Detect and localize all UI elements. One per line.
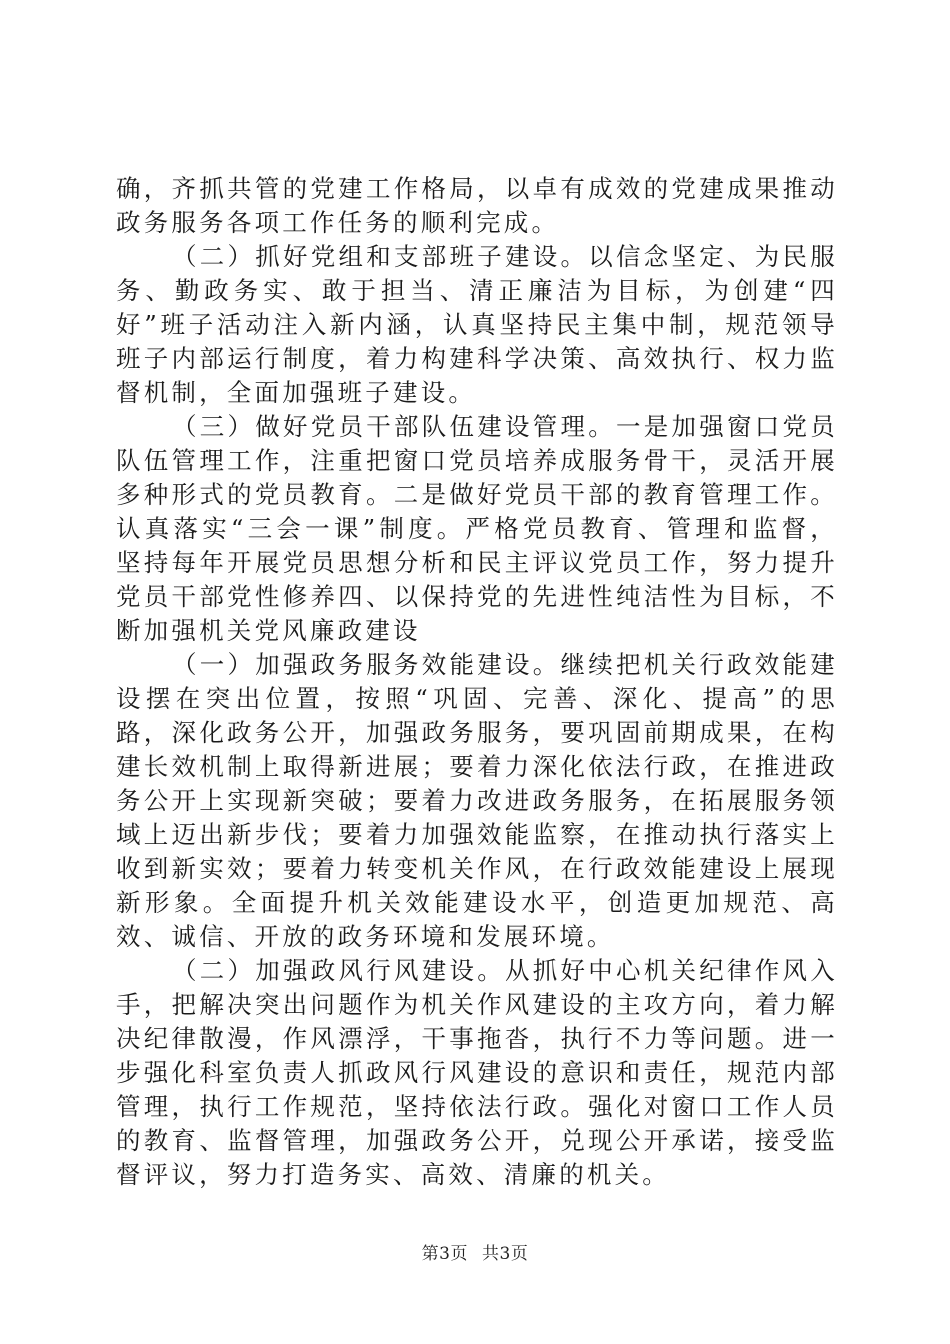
page-total: 共3页 bbox=[482, 1244, 529, 1264]
paragraph-continuation: 确，齐抓共管的党建工作格局，以卓有成效的党建成果推动政务服务各项工作任务的顺利完成。 bbox=[116, 174, 838, 237]
paragraph-party-branch-team: （二）抓好党组和支部班子建设。以信念坚定、为民服务、勤政务实、敢于担当、清正廉洁为目标，为创建“四好”班子活动注入新内涵，认真坚持民主集中制，规范领导班子内部运行制度，着力构建科学决策、高效执行、权力监督机制，全面加强班子建设。 bbox=[116, 242, 838, 407]
page-footer bbox=[0, 1243, 950, 1265]
paragraph-service-efficiency: （一）加强政务服务效能建设。继续把机关行政效能建设摆在突出位置，按照“巩固、完善、深化、提高”的思路，深化政务公开，加强政务服务，要巩固前期成果，在构建长效机制上取得新进展；要着力深化依法行政，在推进政务公开上实现新突破；要着力改进政务服务，在拓展服务领域上迈出新步伐；要着力加强效能监察，在推动执行落实上收到新实效；要着力转变机关作风，在行政效能建设上展现新形象。全面提升机关效能建设水平，创造更加规范、高效、诚信、开放的政务环境和发展环境。 bbox=[116, 650, 838, 951]
page-number: 第3页 bbox=[421, 1244, 468, 1264]
document-body bbox=[116, 172, 838, 1192]
paragraph-work-style: （二）加强政风行风建设。从抓好中心机关纪律作风入手，把解决突出问题作为机关作风建设的主攻方向，着力解决纪律散漫，作风漂浮，干事拖沓，执行不力等问题。进一步强化科室负责人抓政风行风建设的意识和责任，规范内部管理，执行工作规范，坚持依法行政。强化对窗口工作人员的教育、监督管理，加强政务公开，兑现公开承诺，接受监督评议，努力打造务实、高效、清廉的机关。 bbox=[116, 956, 838, 1189]
paragraph-party-member-management: （三）做好党员干部队伍建设管理。一是加强窗口党员队伍管理工作，注重把窗口党员培养成服务骨干，灵活开展多种形式的党员教育。二是做好党员干部的教育管理工作。认真落实“三会一课”制度。严格党员教育、管理和监督，坚持每年开展党员思想分析和民主评议党员工作，努力提升党员干部党性修养四、以保持党的先进性纯洁性为目标，不断加强机关党风廉政建设 bbox=[116, 412, 838, 645]
